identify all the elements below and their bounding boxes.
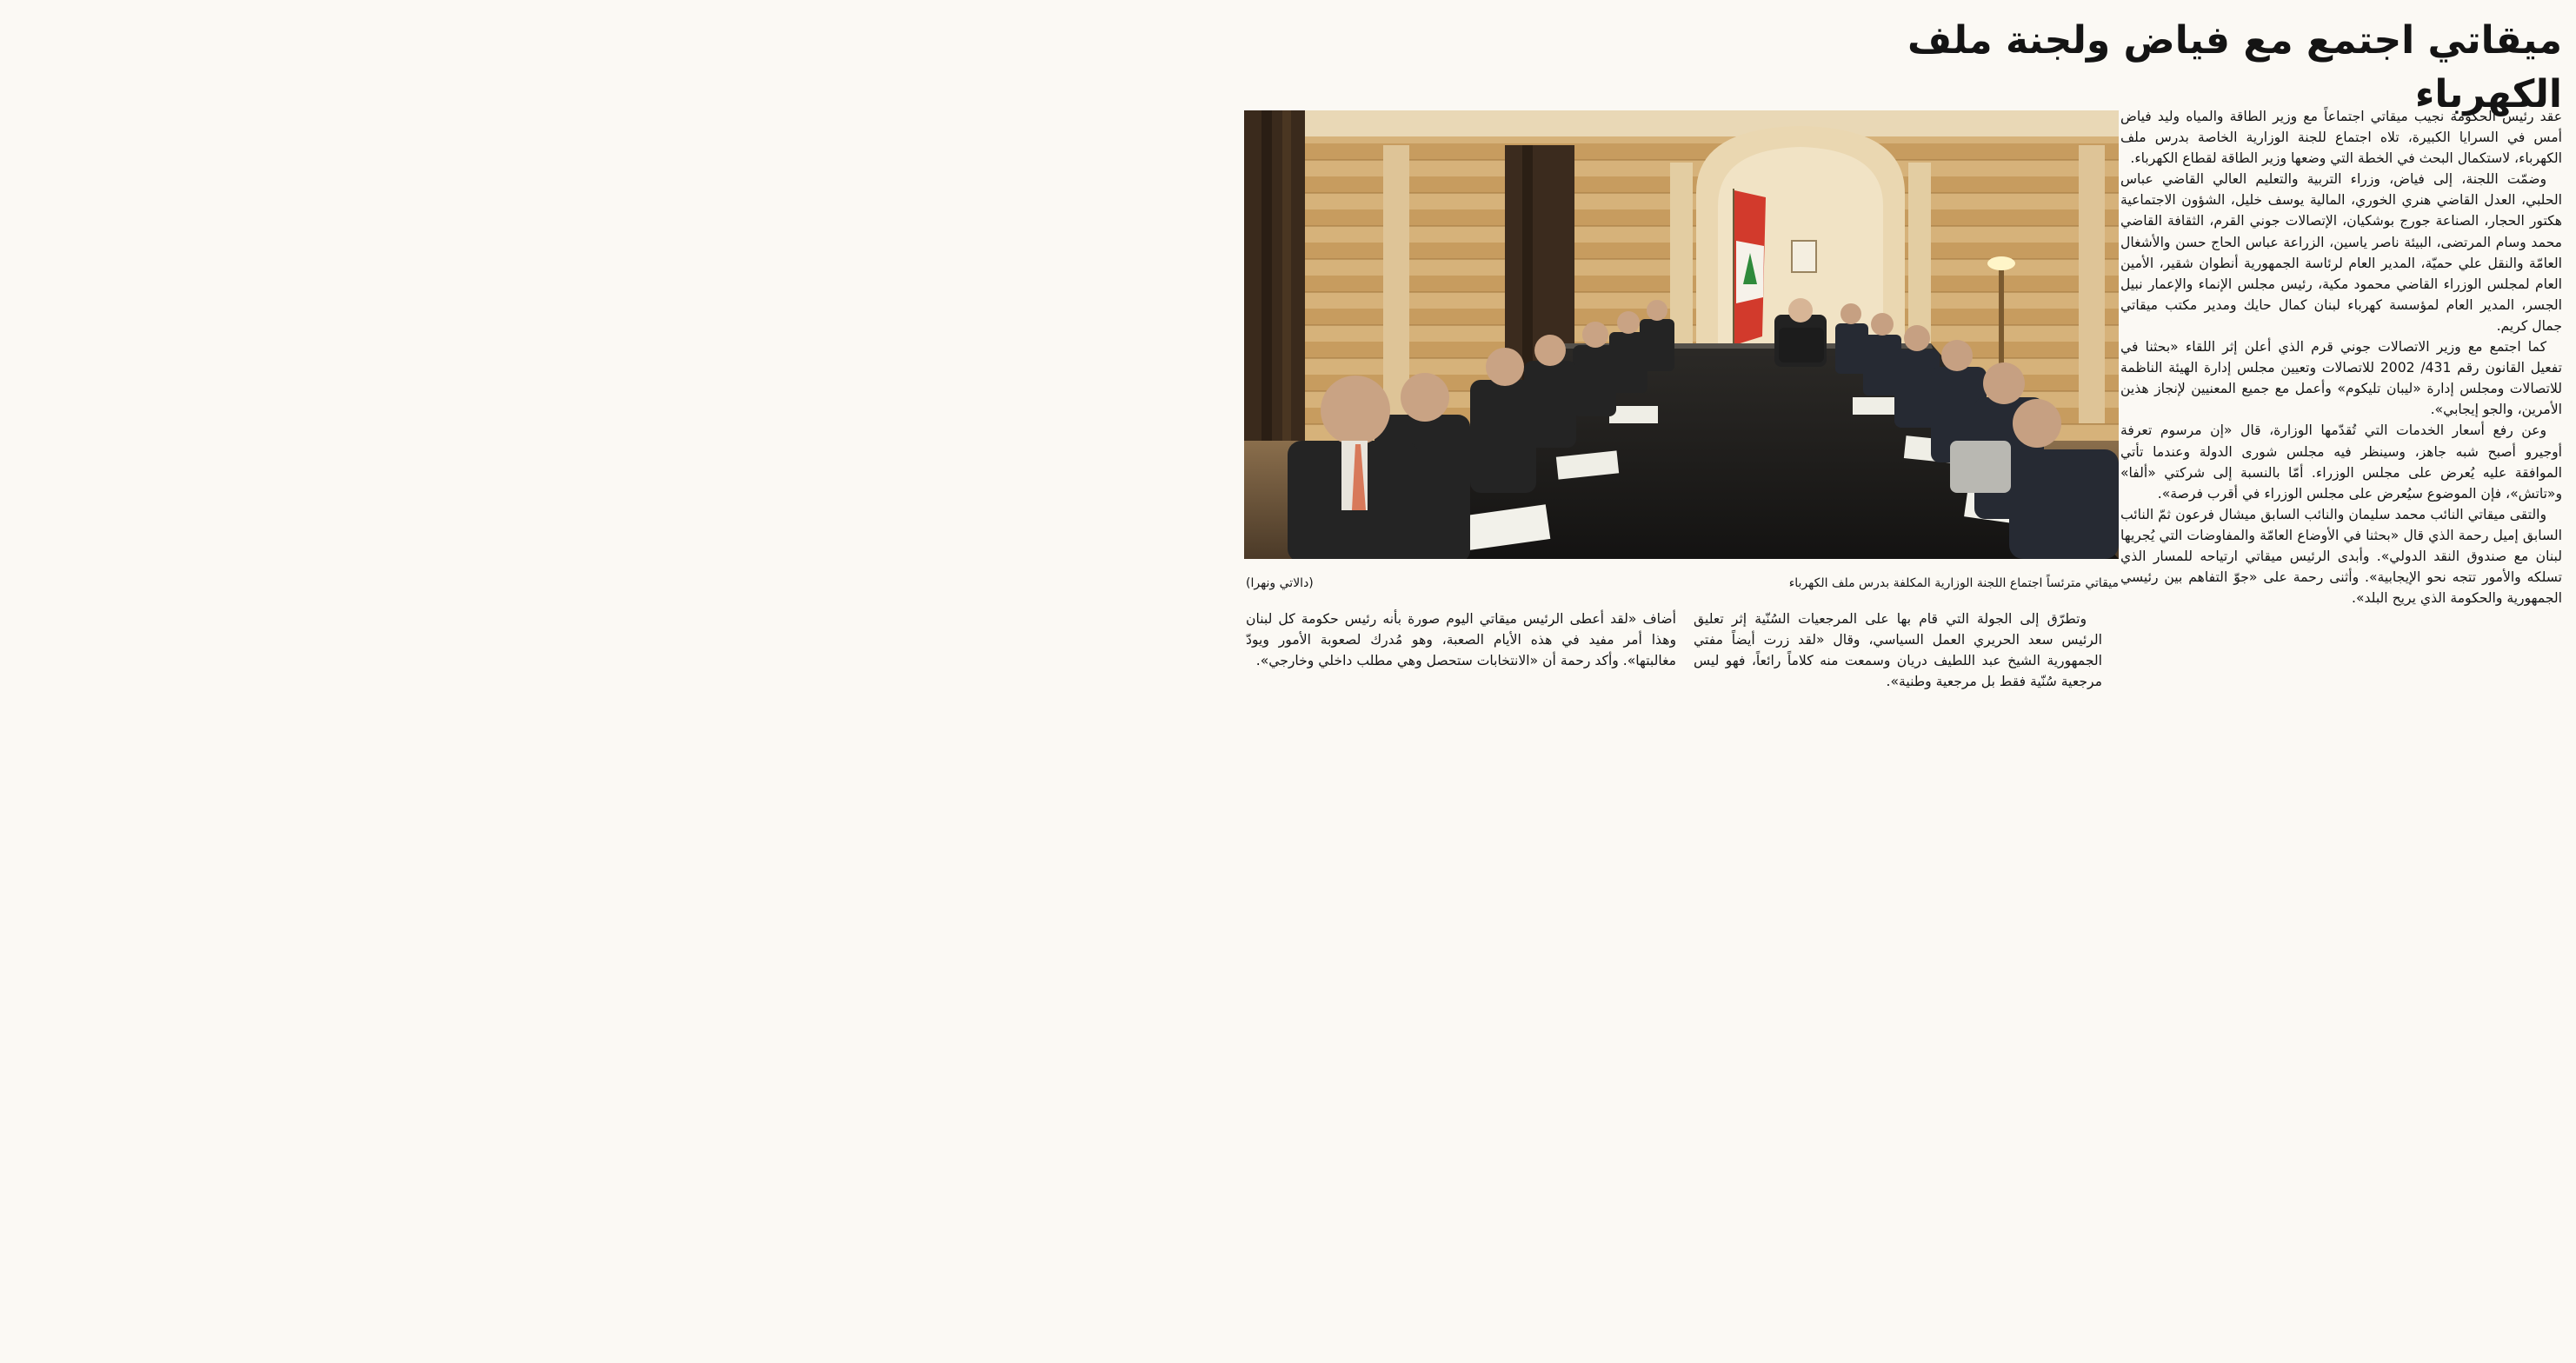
article-paragraph: وتطرّق إلى الجولة التي قام بها على المرجعيات السُنّية إثر تعليق الرئيس سعد الحريري العمل السياسي، وقال «لقد زرت أيضاً مفتي الجمهورية الشيخ عبد اللطيف دريان وسمعت منه كلاماً رائعاً، فهو ليس مرجعية سُنّية فقط بل مرجعية وطنية».: [1694, 611, 2102, 690]
article-column-bottom-middle: [1694, 608, 2102, 706]
article-photo: [1244, 110, 2119, 559]
article-column-right: [2120, 106, 2562, 706]
article-paragraph: والتقى ميقاتي النائب محمد سليمان والنائب السابق ميشال فرعون ثمّ النائب السابق إميل رحمة الذي قال «بحثنا في الأوضاع العامّة والمفاوضات التي يُجريها لبنان مع صندوق النقد الدولي». وأبدى الرئيس ميقاتي ارتياحه للمسار الذي تسلكه والأمور تتجه نحو الإيجابية». وأثنى رحمة على «جوّ التفاهم بين رئيسي الجمهورية والحكومة الذي يريح البلد».: [2120, 506, 2562, 607]
article-headline: ميقاتي اجتمع مع فياض ولجنة ملف الكهرباء: [1907, 18, 2562, 116]
photo-caption: ميقاتي مترئساً اجتماع اللجنة الوزارية المكلفة بدرس ملف الكهرباء: [1788, 576, 2119, 590]
article-paragraph: وعن رفع أسعار الخدمات التي تُقدّمها الوزارة، قال «إن مرسوم تعرفة أوجيرو أصبح شبه جاهز، وسينظر فيه مجلس شورى الدولة وعندما تأتي الموافقة عليه يُعرض على مجلس الوزراء. أمّا بالنسبة إلى شركتي «ألفا» و«تاتش»، فإن الموضوع سيُعرض على مجلس الوزراء في أقرب فرصة».: [2120, 422, 2562, 502]
article-column-bottom-left: [1246, 608, 1676, 706]
article-paragraph: أضاف «لقد أعطى الرئيس ميقاتي اليوم صورة بأنه رئيس حكومة كل لبنان وهذا أمر مفيد في هذه الأيام الصعبة، وهو مُدرك لصعوبة الأمور ويودّ مغالبتها». وأكد رحمة أن «الانتخابات ستحصل وهي مطلب داخلي وخارجي».: [1246, 611, 1676, 669]
newspaper-page: [1234, 0, 2576, 711]
article-paragraph: عقد رئيس الحكومة نجيب ميقاتي اجتماعاً مع وزير الطاقة والمياه وليد فياض أمس في السرايا الكبيرة، تلاه اجتماع للجنة الوزارية الخاصة بدرس ملف الكهرباء، لاستكمال البحث في الخطة التي وضعها وزير الطاقة لقطاع الكهرباء.: [2120, 109, 2562, 167]
article-paragraph: كما اجتمع مع وزير الاتصالات جوني قرم الذي أعلن إثر اللقاء «بحثنا في تفعيل القانون رقم 431/ 2002 للاتصالات وتعيين مجلس إدارة الهيئة الناظمة للاتصالات ومجلس إدارة «ليبان تليكوم» وأعمل مع جميع المعنيين لإنجاز هذين الأمرين، والجو إيجابي».: [2120, 339, 2562, 418]
article-paragraph: وضمّت اللجنة، إلى فياض، وزراء التربية والتعليم العالي القاضي عباس الحلبي، العدل القاضي هنري الخوري، المالية يوسف خليل، الشؤون الاجتماعية هكتور الحجار، الصناعة جورج بوشكيان، الإتصالات جوني القرم، الثقافة القاضي محمد وسام المرتضى، البيئة ناصر ياسين، الزراعة عباس الحاج حسن والأشغال العامّة والنقل علي حميّة، المدير العام لرئاسة الجمهورية أنطوان شقير، الأمين العام لمجلس الوزراء القاضي محمود مكية، رئيس مجلس الإنماء والإعمار نبيل الجسر، المدير العام لمؤسسة كهرباء لبنان كمال حايك ومدير مكتب ميقاتي جمال كريم.: [2120, 171, 2562, 334]
photo-credit: (دالاتي ونهرا): [1246, 576, 1314, 590]
